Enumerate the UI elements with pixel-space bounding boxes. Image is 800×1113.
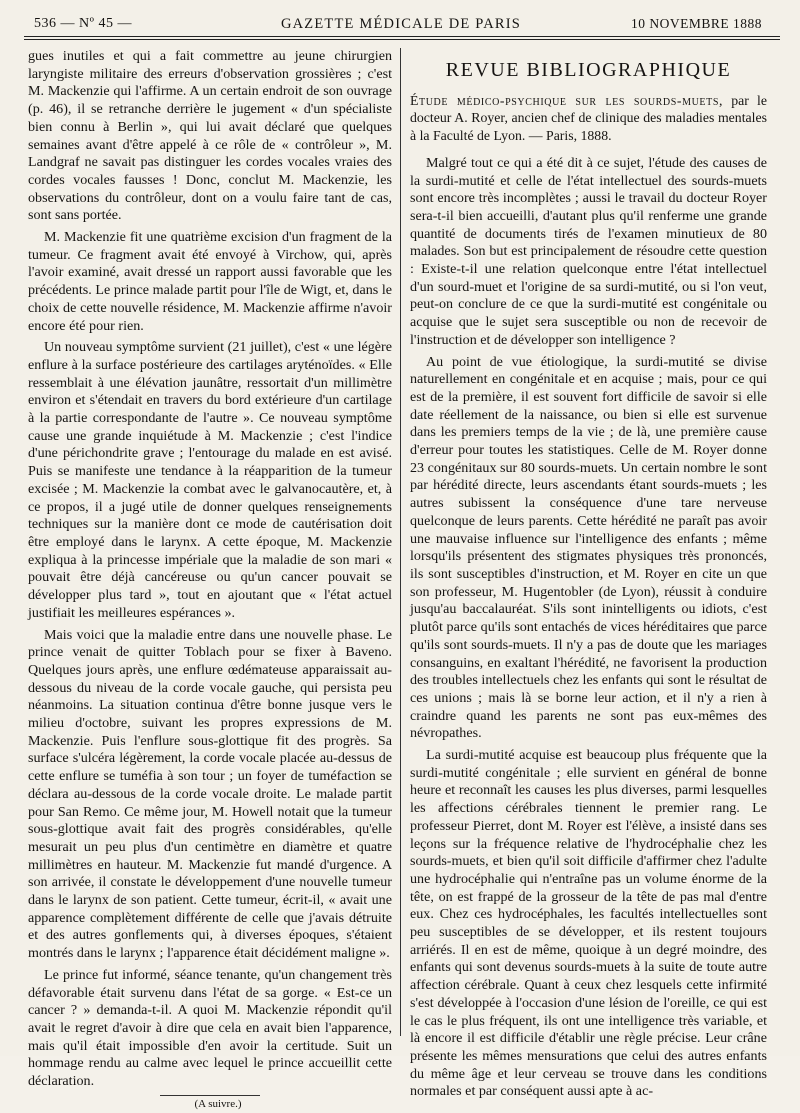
- bibliography-author: par le docteur A. Royer, ancien chef de clinique des maladies mentales à la Faculté de Lyon. — Paris, 1888.: [410, 92, 767, 144]
- running-header: [20, 10, 782, 34]
- bibliography-entry: [410, 92, 767, 145]
- journal-title: GAZETTE MÉDICALE DE PARIS: [280, 16, 522, 32]
- continuation-note: (A suivre.): [194, 1097, 242, 1110]
- paragraph: Malgré tout ce qui a été dit à ce sujet, l'étude des causes de la surdi-mutité et celle de l'état intellectuel des sourds-muets sont encore très incomplètes ; aussi le travail du docteur Royer sera-t-il bien accueilli, d'autant plus qu'il renferme une grande quantité de documents tirés de l'examen minutieux de 80 malades. Son but est principalement de résoudre cette question : Existe-t-il une relation quelconque entre l'état intellectuel d'un sourd-muet et l'origine de sa surdi-mutité, ou si l'on veut, peut-on conclure de ce que la surdi-mutité est congénitale ou acquise que le sujet sera susceptible ou non de recevoir de l'instruction et de développer son intelligence ?: [410, 154, 767, 348]
- header-rule: [24, 36, 780, 40]
- right-column: [410, 48, 767, 1100]
- paragraph: Le prince fut informé, séance tenante, qu'un changement très défavorable était survenu dans l'état de sa gorge. « Est-ce un cancer ? » demanda-t-il. A quoi M. Mackenzie répondit qu'il avait le regret d'avoir à dire que cela en avait bien l'apparence, mais qu'il était impossible d'en avoir la certitude. Suit un hommage rendu au calme avec lequel le prince accueillit cette déclaration.: [28, 966, 392, 1090]
- page-number: 536 — Nº 45 —: [34, 16, 132, 31]
- paragraph: La surdi-mutité acquise est beaucoup plus fréquente que la surdi-mutité congénitale ; elle survient en général de bonne heure et reconnaît les causes les plus diverses, parmi lesquelles les affections cérébrales tiennent le premier rang. Le professeur Pierret, dont M. Royer est l'élève, a insisté dans ses leçons sur la fréquence relative de l'hydrocéphalie chez les sourds-muets, et bien qu'il soit difficile d'affirmer chez l'adulte une hydrocéphalie qui n'entraîne pas un volume énorme de la tête, on est frappé de la grosseur de la tête de pas mal d'entre eux. Chez ces hydrocéphales, les facultés intellectuelles sont peu susceptibles de se développer, et ils restent toujours arriérés. Il en est de même, quoique à un degré moindre, des enfants qui sont devenus sourds-muets à la suite de toute autre affection cérébrale. Quant à ceux chez lesquels cette infirmité s'est développée à l'occasion d'une lésion de l'oreille, ce qui est le cas le plus fréquent, ils ont une intelligence très variable, et là encore il est difficile d'établir une règle précise. Leur crâne présente les mêmes mensurations que celui des autres enfants du même âge et leur cerveau se trouve dans les conditions normales et par conséquent aussi apte à ac-: [410, 747, 767, 1100]
- issue-date: 10 NOVEMBRE 1888: [630, 16, 762, 31]
- section-title: REVUE BIBLIOGRAPHIQUE: [445, 59, 732, 81]
- paragraph: Un nouveau symptôme survient (21 juillet), c'est « une légère enflure à la surface postérieure des cartilages aryténoïdes. « Elle ressemblait à une élévation jaunâtre, ressortait d'un millimètre environ et s'étendait en travers du bord extérieure d'un cartilage à la partie correspondante de l'autre ». Ce nouveau symptôme cause une grande inquiétude à M. Mackenzie ; c'est l'indice d'une périchondrite grave ; l'entourage du malade en est avisé. Puis se manifeste une tendance à la réapparition de la tumeur excisée ; M. Mackenzie la combat avec le galvanocautère, et, à ce propos, il a jugé utile de donner quelques renseignements techniques sur la manière dont ce mode de cautérisation doit être employé dans le larynx. A cette époque, M. Mackenzie expliqua à la princesse impériale que la maladie de son mari « pouvait être déjà cancéreuse ou qu'un cancer pouvait se développer plus tard », tout en ajoutant que « l'état actuel justifiait les meilleures espérances ».: [28, 339, 392, 621]
- paragraph: Mais voici que la maladie entre dans une nouvelle phase. Le prince venait de quitter Toblach pour se fixer à Baveno. Quelques jours après, une enflure œdémateuse apparaissait au-dessous du niveau de la corde vocale gauche, qui persista peu néanmoins. La situation continua d'être bonne jusque vers le milieu d'octobre, suivant les propres expressions de M. Mackenzie. Puis l'enflure sous-glottique fit des progrès. Sa surface s'ulcéra légèrement, la corde vocale placée au-dessus de cette enflure se tuméfia à son tour ; un foyer de tuméfaction se déclara au-dessous de la corde vocale droite. Le malade partit pour San Remo. Ce même jour, M. Howell notait que la tumeur sous-glottique avait fait des progrès considérables, qu'elle mesurait un peu plus d'un centimètre en diamètre et quatre millimètres en hauteur. M. Mackenzie fut mandé d'urgence. A son arrivée, il constate le développement d'une nouvelle tumeur dans le larynx de son patient. Cette tumeur, écrit-il, « avait une apparence complètement différente de celle que j'avais détruite et des autres gonflements qui, à diverses époques, s'étaient montrés dans le larynx ; l'apparence était décidément maligne ».: [28, 626, 392, 962]
- paragraph: M. Mackenzie fit une quatrième excision d'un fragment de la tumeur. Ce fragment avait été envoyé à Virchow, qui, après l'avoir examiné, avait dressé un rapport aussi favorable que les précédents. Le prince malade partit pour l'île de Wigt, et, dans le choix de cette nouvelle résidence, M. Mackenzie affirme n'avoir encore été pour rien.: [28, 229, 392, 334]
- left-column: [28, 48, 392, 1110]
- paragraph: Au point de vue étiologique, la surdi-mutité se divise naturellement en congénitale et en acquise ; mais, pour ce qui est de la première, il est souvent fort difficile de savoir si elle date réellement de la naissance, ou bien si elle est survenue dans les premiers temps de la vie ; de là, une première cause d'erreur pour toutes les statistiques. Celle de M. Royer donne 23 congénitaux sur 80 sourds-muets. Un certain nombre le sont par hérédité directe, leurs ascendants étant sourds-muets ; les autres subissent la conséquence d'une tare nerveuse quelconque de leurs parents. Cette hérédité ne paraît pas avoir une mauvaise influence sur l'intelligence des enfants ; même lorsqu'ils présentent des stigmates physiques très prononcés, ils sont susceptibles d'instruction, et M. Royer en cite un que son professeur, M. Hugentobler (de Lyon), réussit à conduire jusqu'au baccalauréat. S'ils sont inintelligents ou idiots, c'est plutôt parce qu'ils sont entachés de vices héréditaires que parce qu'ils sont sourds-muets. Il n'y a pas de doute que les mariages consanguins, en exaltant l'hérédité, ne favorisent la production des troubles intellectuels chez les enfants qui sont le résultat de ces unions ; mais là se borne leur action, et il n'y a rien à craindre quand les parents ne sont pas eux-mêmes des névropathes.: [410, 353, 767, 742]
- paragraph: gues inutiles et qui a fait commettre au jeune chirurgien laryngiste militaire des erreurs d'observation grossières ; c'est M. Mackenzie qui l'affirme. A un certain endroit de son ouvrage (p. 46), il se retranche derrière le jugement « d'un spécialiste bien connu à Berlin », qui lui avait déclaré que quelques semaines avant d'être appelé à ce rôle de « contrôleur », M. Landgraf ne savait pas distinguer les cordes vocales vraies des cordes vocales fausses ! Donc, conclut M. Mackenzie, les observations du contrôleur, dont on a voulu faire tant de cas, sont sans portée.: [28, 48, 392, 224]
- bibliography-title: Étude médico-psychique sur les sourds-muets,: [410, 92, 724, 108]
- column-divider: [400, 48, 401, 1036]
